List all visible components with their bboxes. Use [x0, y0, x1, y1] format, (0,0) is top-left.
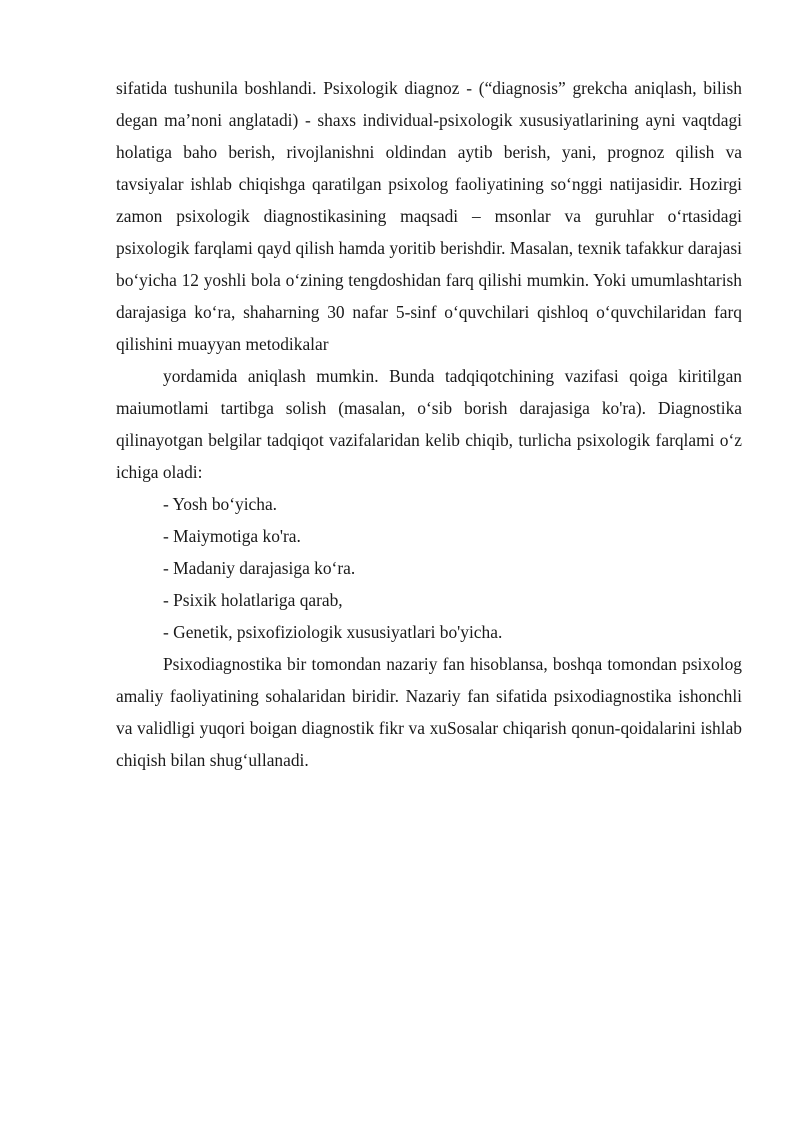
- document-page: [116, 72, 742, 776]
- list-item: - Madaniy darajasiga ko‘ra.: [163, 558, 356, 578]
- list-item: - Yosh bo‘yicha.: [163, 494, 278, 514]
- list-item: - Genetik, psixofiziologik xususiyatlari bo'yicha.: [163, 622, 503, 642]
- list-item: - Maiymotiga ko'ra.: [163, 526, 301, 546]
- paragraph-diagnostics-tasks: yordamida aniqlash mumkin. Bunda tadqiqotchining vazifasi qoiga kiritilgan maiumotlami tartibga solish (masalan, o‘sib borish darajasiga ko'ra). Diagnostika qilinayotgan belgilar tadqiqot vazifalaridan kelib chiqib, turlicha psixologik farqlami o‘z ichiga oladi:: [116, 366, 742, 482]
- paragraph-psychodiagnostics: Psixodiagnostika bir tomondan nazariy fan hisoblansa, boshqa tomondan psixolog amaliy faoliyatining sohalaridan biridir. Nazariy fan sifatida psixodiagnostika ishonchli va validligi yuqori boigan diagnostik fikr va xuSosalar chiqarish qonun-qoidalarini ishlab chiqish bilan shug‘ullanadi.: [116, 654, 742, 770]
- list-item: - Psixik holatlariga qarab,: [163, 590, 343, 610]
- paragraph-continuation: sifatida tushunila boshlandi. Psixologik diagnoz - (“diagnosis” grekcha aniqlash, bilish degan ma’noni anglatadi) - shaxs individual-psixologik xususiyatlarining ayni vaqtdagi holatiga baho berish, rivojlanishni oldindan aytib berish, yani, prognoz qilish va tavsiyalar ishlab chiqishga qaratilgan psixolog faoliyatining so‘nggi natijasidir. Hozirgi zamon psixologik diagnostikasining maqsadi – msonlar va guruhlar o‘rtasidagi psixologik farqlami qayd qilish hamda yoritib berishdir. Masalan, texnik tafakkur darajasi bo‘yicha 12 yoshli bola o‘zining tengdoshidan farq qilishi mumkin. Yoki umumlashtarish darajasiga ko‘ra, shaharning 30 nafar 5-sinf o‘quvchilari qishloq o‘quvchilaridan farq qilishini muayyan metodikalar: [116, 78, 742, 354]
- differences-list: [116, 488, 742, 648]
